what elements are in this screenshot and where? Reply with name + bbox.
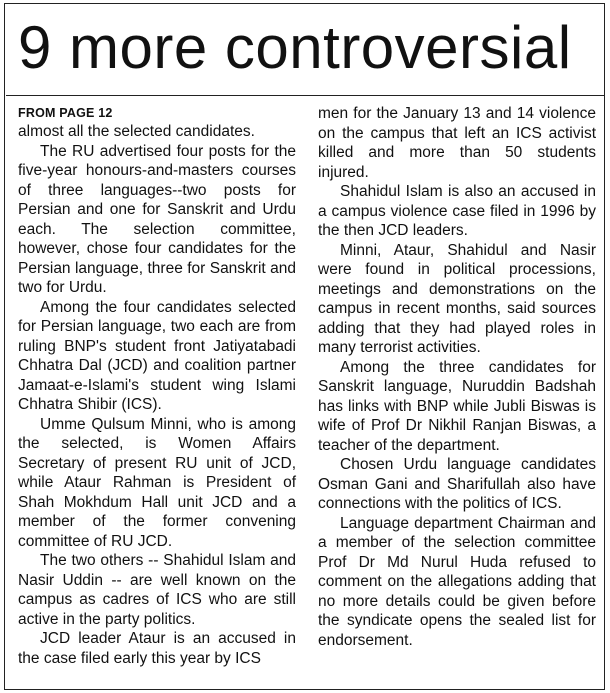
- paragraph: Among the four candidates selected for Persian language, two each are from ruling BNP's student front Jatiyatabadi Chhatra Dal (JCD) and coalition partner Jamaat-e-Islami's student wing Islami Chhatra Shibir (ICS).: [18, 298, 296, 413]
- paragraph: The two others -- Shahidul Islam and Nasir Uddin -- are well known on the campus as cadres of ICS who are still active in the party politics.: [18, 552, 296, 628]
- article-column-left: [18, 104, 296, 668]
- paragraph: Language department Chairman and a member of the selection committee Prof Dr Md Nurul Huda refused to comment on the allegations adding that no more details could be given before the syndicate opens the sealed list for endorsement.: [318, 514, 596, 649]
- paragraph: Among the three candidates for Sanskrit language, Nuruddin Badshah has links with BNP while Jubli Biswas is wife of Prof Dr Nikhil Ranjan Biswas, a teacher of the department.: [318, 358, 596, 454]
- headline-rule: [6, 95, 604, 96]
- headline: 9 more controversial: [18, 14, 572, 81]
- article-column-right: [318, 104, 596, 650]
- paragraph: The RU advertised four posts for the five-year honours-and-masters courses of three languages--two posts for Persian and one for Sanskrit and Urdu each. The selection committee, however, chose four candidates for the Persian language, three for Sanskrit and two for Urdu.: [18, 142, 296, 296]
- kicker: FROM PAGE 12: [18, 106, 113, 120]
- paragraph: almost all the selected candidates.: [18, 123, 255, 140]
- paragraph: Shahidul Islam is also an accused in a campus violence case filed in 1996 by the then JCD leaders.: [318, 183, 596, 239]
- paragraph: Minni, Ataur, Shahidul and Nasir were found in political processions, meetings and demonstrations on the campus in recent months, said sources adding that they had played roles in many terrorist activities.: [318, 241, 596, 356]
- paragraph: men for the January 13 and 14 violence on the campus that left an ICS activist killed and more than 50 students injured.: [318, 105, 596, 181]
- paragraph: Umme Qulsum Minni, who is among the selected, is Women Affairs Secretary of present RU unit of JCD, while Ataur Rahman is President of Shah Mokhdum Hall unit JCD and a member of the former convening committee of RU JCD.: [18, 415, 296, 550]
- paragraph: Chosen Urdu language candidates Osman Gani and Sharifullah also have connections with the politics of ICS.: [318, 456, 596, 512]
- paragraph: JCD leader Ataur is an accused in the case filed early this year by ICS: [18, 630, 296, 667]
